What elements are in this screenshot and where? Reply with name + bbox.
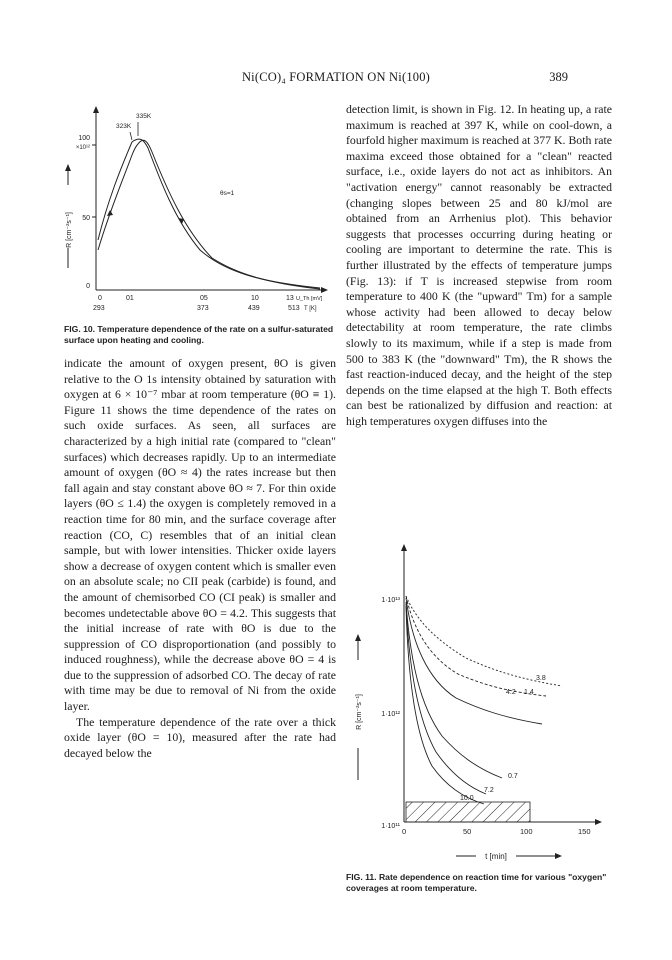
fig10-xtick-top-3: 10 xyxy=(251,295,259,302)
fig10-curve-heating xyxy=(98,140,320,289)
fig11-label-10-0: 10.0 xyxy=(460,795,474,802)
page-number: 389 xyxy=(549,70,568,84)
left-paragraph-1: indicate the amount of oxygen present, θO is given relative to the O 1s intensity obtained by saturation with oxygen at 6 × 10⁻⁷ mbar at room temperature (θO ≡ 1). Figure 11 shows the time dependence of the rates on such oxide surfaces. As seen, all surfaces are characterized by a high initial rate (compared to "clean" surfaces) which decreases rapidly. Up to an intermediate amount of oxygen (θO ≈ 4) the rates increase but then fall again and stay constant above θO ≈ 7. For thin oxide layers (θO ≤ 1.4) the oxygen is completely removed in a reaction time for 80 min, and the surface coverage after reaction (CO, C) resembles that of an initial clean sample, but with lower intensities. Thicker oxide layers show a decrease of oxygen content which is smaller even on an absolute scale; no CII peak (carbide) is found, and the amount of chemisorbed CO (CI peak) is smaller and becomes undetectable above θO = 4.2. This suggests that the initial increase of rate with θO is due to the suppression of CO disproportionation (and possibly to induced roughness), while the decrease above θO = 4 is due to the suppression of adsorbed CO. The decay of rate with time may be due to removal of Ni from the oxide layer. xyxy=(64,356,336,714)
fig10-xtick-top-1: 01 xyxy=(126,295,134,302)
fig11-ylabel: R [cm⁻²s⁻¹] xyxy=(356,694,363,730)
fig11-y-arrow xyxy=(401,544,407,551)
running-header xyxy=(0,70,672,90)
fig11-label-0-7: 0.7 xyxy=(508,773,518,780)
fig11-xlabel: t [min] xyxy=(485,852,507,861)
fig11-curve-3-8 xyxy=(406,596,562,686)
fig10-peak-323k: 323K xyxy=(116,123,132,130)
fig10-ytick-100: 100 xyxy=(78,135,90,142)
fig10-xtick-top-4: 13 xyxy=(286,295,294,302)
running-title: Ni(CO)₄ FORMATION ON Ni(100) xyxy=(241,70,431,84)
right-column xyxy=(346,102,612,429)
fig10-peak-335k: 335K xyxy=(136,113,152,120)
left-column xyxy=(64,356,336,761)
fig11-curve-0-7 xyxy=(406,602,502,778)
fig10-curve-label: θs=1 xyxy=(220,190,235,197)
fig10-x-arrow xyxy=(321,287,328,293)
fig11-ytick-1e12: 1·10¹² xyxy=(381,711,400,718)
fig10-xtick-bottom-3: 513 xyxy=(288,305,300,312)
fig10-xunit-bottom: T [K] xyxy=(304,306,317,312)
fig11-xtick-100: 100 xyxy=(520,827,533,836)
figure-10-caption: FIG. 10. Temperature dependence of the rate on a sulfur-saturated surface upon heating and cooling. xyxy=(64,324,334,345)
fig11-x-arrow xyxy=(595,819,602,825)
fig10-xtick-bottom-2: 439 xyxy=(248,305,260,312)
fig10-xtick-top-0: 0 xyxy=(98,295,102,302)
fig11-label-3-8: 3.8 xyxy=(536,675,546,682)
fig10-xtick-top-2: 05 xyxy=(200,295,208,302)
fig11-label-7-2: 7.2 xyxy=(484,787,494,794)
fig11-label-4-2: 4.2 xyxy=(506,689,516,696)
fig11-xtick-150: 150 xyxy=(578,827,591,836)
fig10-xtick-bottom-1: 373 xyxy=(197,305,209,312)
fig10-ytick-50: 50 xyxy=(82,215,90,222)
fig10-xtick-bottom-0: 293 xyxy=(93,305,105,312)
fig11-ytick-1e13: 1·10¹³ xyxy=(381,597,400,604)
fig11-xtick-0: 0 xyxy=(402,827,407,836)
fig11-detection-limit-band xyxy=(406,802,530,822)
figure-11 xyxy=(346,540,612,870)
fig11-xtick-50: 50 xyxy=(463,827,472,836)
fig11-label-1-4: 1.4 xyxy=(524,689,534,696)
fig11-curve-7-2 xyxy=(406,604,486,794)
figure-10 xyxy=(60,100,336,320)
fig11-ytick-1e11: 1·10¹¹ xyxy=(381,823,400,830)
fig11-curve-1-4 xyxy=(406,598,542,724)
right-paragraph-1: detection limit, is shown in Fig. 12. In heating up, a rate maximum is reached at 397 K, while on cool-down, a fourfold higher maximum is reached at 377 K. Both rate maxima exceed those obtained for a "clean" reacted surface, i.e., oxide layers do not act as inhibitors. An "activation energy" cannot reasonably be extracted (changing slopes between 25 and 80 kJ/mol are obtained from an Arrhenius plot). This behavior suggests that processes occurring during heating or cooling are important to determine the rate. This is further illustrated by the effects of temperature jumps (Fig. 13): if T is increased stepwise from room temperature to 400 K (the "upward" Tm) for a sample whose activity had been allowed to decay below detectability at room temperature, the rate climbs slowly to its maximum, while if a step is made from 500 to 383 K (the "downward" Tm), the R shows the fast reaction-induced decay, and the height of the step depends on the time elapsed at the high T. Both effects can best be rationalized by diffusion and reaction: at high temperatures oxygen diffuses into the xyxy=(346,102,613,428)
fig10-ytick-0: 0 xyxy=(86,283,90,290)
fig10-y-exponent: ×10¹² xyxy=(75,145,90,151)
fig11-curve-4-2 xyxy=(406,596,546,696)
figure-11-caption: FIG. 11. Rate dependence on reaction time for various "oxygen" coverages at room temperature. xyxy=(346,872,607,893)
left-paragraph-2: The temperature dependence of the rate over a thick oxide layer (θO = 10), measured after the rate had decayed below the xyxy=(64,714,336,760)
fig10-y-arrow xyxy=(93,106,99,113)
fig10-ylabel: R [cm⁻²s⁻¹] xyxy=(66,212,73,248)
fig10-xunit-top: U_Th [mV] xyxy=(296,296,323,302)
fig10-curve-cooling xyxy=(98,139,320,288)
